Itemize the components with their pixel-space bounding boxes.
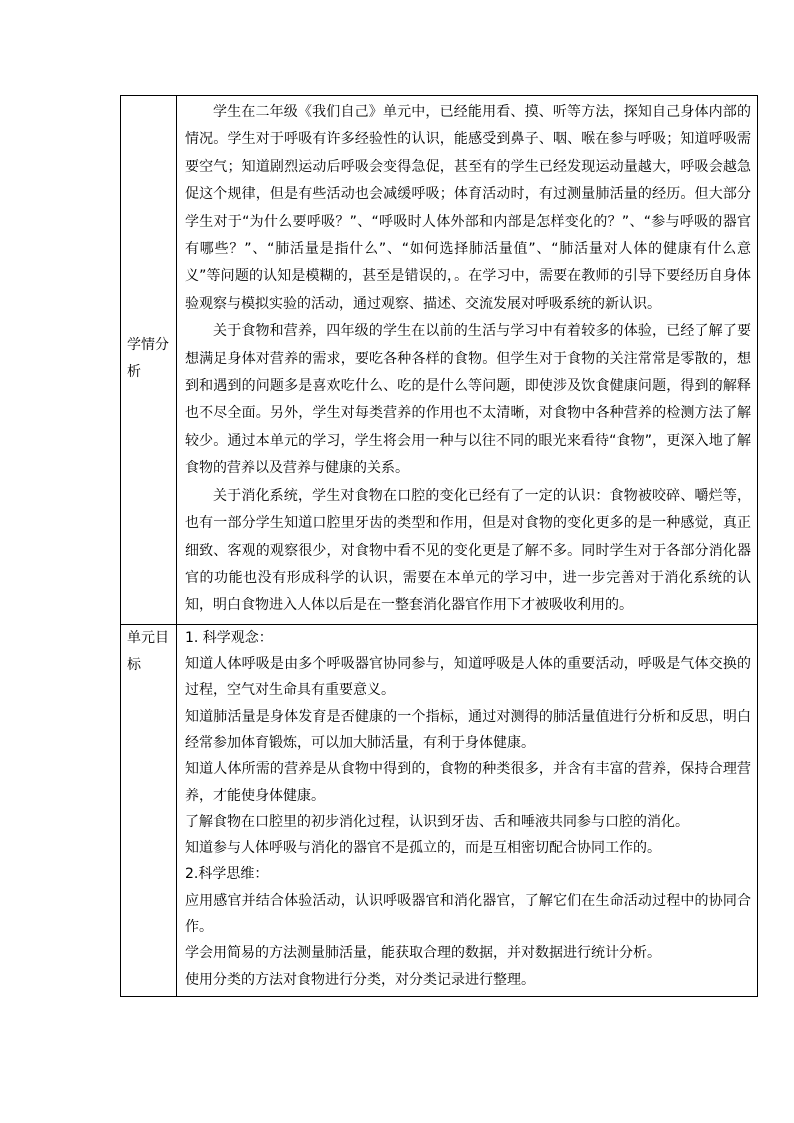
paragraph: 关于消化系统，学生对食物在口腔的变化已经有了一定的认识：食物被咬碎、嚼烂等，也有一部分学生知道口腔里牙齿的类型和作用，但是对食物的变化更多的是一种感觉，真正细致、客观的观察很少，对食物中看不见的变化更是了解不多。同时学生对于各部分消化器官的功能也没有形成科学的认识，需要在本单元的学习中，进一步完善对于消化系统的认知，明白食物进入人体以后是在一整套消化器官作用下才被吸收利用的。 (185, 487, 751, 614)
goal-item: 知道人体所需的营养是从食物中得到的，食物的种类很多，并含有丰富的营养，保持合理营养，才能使身体健康。 (185, 761, 751, 804)
paragraph: 学生在二年级《我们自己》单元中，已经能用看、摸、听等方法，探知自己身体内部的情况。学生对于呼吸有许多经验性的认识，能感受到鼻子、咽、喉在参与呼吸；知道呼吸需要空气；知道剧烈运动后呼吸会变得急促，甚至有的学生已经发现运动量越大，呼吸会越急促这个规律，但是有些活动也会减缓呼吸；体育活动时，有过测量肺活量的经历。但大部分学生对于“为什么要呼吸？”、“呼吸时人体外部和内部是怎样变化的？”、“参与呼吸的器官有哪些？”、“肺活量是指什么”、“如何选择肺活量值”、“肺活量对人体的健康有什么意义”等问题的认知是模糊的，甚至是错误的，。在学习中，需要在教师的引导下要经历自身体验观察与模拟实验的活动，通过观察、描述、交流发展对呼吸系统的新认识。 (185, 104, 751, 312)
content-cell (177, 96, 758, 625)
content-cell (177, 624, 758, 996)
goal-item: 知道参与人体呼吸与消化的器官不是孤立的，而是互相密切配合协同工作的。 (185, 840, 661, 857)
label-cell (121, 624, 177, 996)
section-heading: 2.科学思维： (185, 866, 269, 883)
section-heading: 1. 科学观念： (185, 629, 273, 646)
paragraph: 关于食物和营养，四年级的学生在以前的生活与学习中有着较多的体验，已经了解了要想满足身体对营养的需求，要吃各种各样的食物。但学生对于食物的关注常常是零散的，想到和遇到的问题多是喜欢吃什么、吃的是什么等问题，即使涉及饮食健康问题，得到的解释也不尽全面。另外，学生对每类营养的作用也不太清晰，对食物中各种营养的检测方法了解较少。通过本单元的学习，学生将会用一种与以往不同的眼光来看待“食物”，更深入地了解食物的营养以及营养与健康的关系。 (185, 323, 751, 477)
goal-item: 了解食物在口腔里的初步消化过程，认识到牙齿、舌和唾液共同参与口腔的消化。 (185, 813, 689, 830)
row-label: 学情分析 (127, 337, 169, 380)
lesson-plan-table (120, 95, 758, 997)
learning-analysis-row (121, 96, 758, 625)
goal-item: 学会用简易的方法测量肺活量，能获取合理的数据，并对数据进行统计分析。 (185, 945, 661, 962)
goal-item: 使用分类的方法对食物进行分类，对分类记录进行整理。 (185, 971, 535, 988)
goal-item: 知道肺活量是身体发育是否健康的一个指标，通过对测得的肺活量值进行分析和反思，明白经常参加体育锻炼，可以加大肺活量，有利于身体健康。 (185, 708, 751, 751)
label-cell (121, 96, 177, 625)
row-label: 单元目标 (127, 629, 169, 673)
analysis-text (177, 96, 757, 624)
goals-text (177, 625, 757, 996)
goal-item: 知道人体呼吸是由多个呼吸器官协同参与，知道呼吸是人体的重要活动，呼吸是气体交换的过程，空气对生命具有重要意义。 (185, 656, 751, 699)
goal-item: 应用感官并结合体验活动，认识呼吸器官和消化器官，了解它们在生命活动过程中的协同合作。 (185, 892, 751, 935)
unit-goals-row (121, 624, 758, 996)
